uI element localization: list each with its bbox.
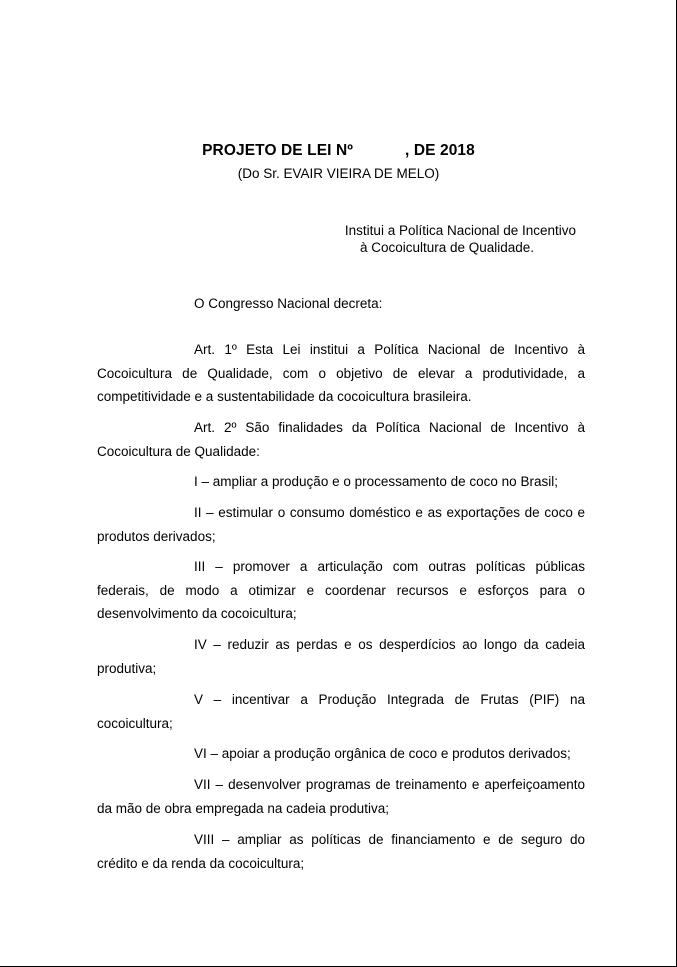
item-v: V – incentivar a Produção Integrada de Frutas (PIF) na cocoicultura; xyxy=(97,692,585,731)
bill-summary-line-2: à Cocoicultura de Qualidade. xyxy=(359,239,535,255)
bill-summary xyxy=(305,223,586,256)
bill-title-year: , DE 2018 xyxy=(405,142,475,159)
item-iii: III – promover a articulação com outras políticas públicas federais, de modo a otimizar e coordenar recursos e esforços para o desenvolvimento da cocoicultura; xyxy=(97,559,585,621)
bill-title-prefix: PROJETO DE LEI Nº xyxy=(202,142,354,159)
bill-author: (Do Sr. EVAIR VIEIRA DE MELO) xyxy=(237,166,440,181)
article-1: Art. 1º Esta Lei institui a Política Nacional de Incentivo à Cocoicultura de Qualidade, com o objetivo de elevar a produtividade, a competitividade e a sustentabilidade da cocoicultura brasileira. xyxy=(97,342,585,404)
item-i: I – ampliar a produção e o processamento de coco no Brasil; xyxy=(194,474,558,489)
item-viii: VIII – ampliar as políticas de financiamento e de seguro do crédito e da renda da cocoicultura; xyxy=(97,832,585,871)
enacting-clause: O Congresso Nacional decreta: xyxy=(194,296,383,311)
bill-summary-line-1: Institui a Política Nacional de Incentivo xyxy=(344,223,577,238)
item-vi: VI – apoiar a produção orgânica de coco e produtos derivados; xyxy=(194,746,571,761)
item-iv: IV – reduzir as perdas e os desperdícios ao longo da cadeia produtiva; xyxy=(97,637,585,676)
item-ii: II – estimular o consumo doméstico e as exportações de coco e produtos derivados; xyxy=(97,505,585,544)
item-vii: VII – desenvolver programas de treinamento e aperfeiçoamento da mão de obra empregada na cadeia produtiva; xyxy=(97,777,585,816)
bill-title xyxy=(0,142,677,160)
article-2: Art. 2º São finalidades da Política Nacional de Incentivo à Cocoicultura de Qualidade: xyxy=(97,420,585,459)
